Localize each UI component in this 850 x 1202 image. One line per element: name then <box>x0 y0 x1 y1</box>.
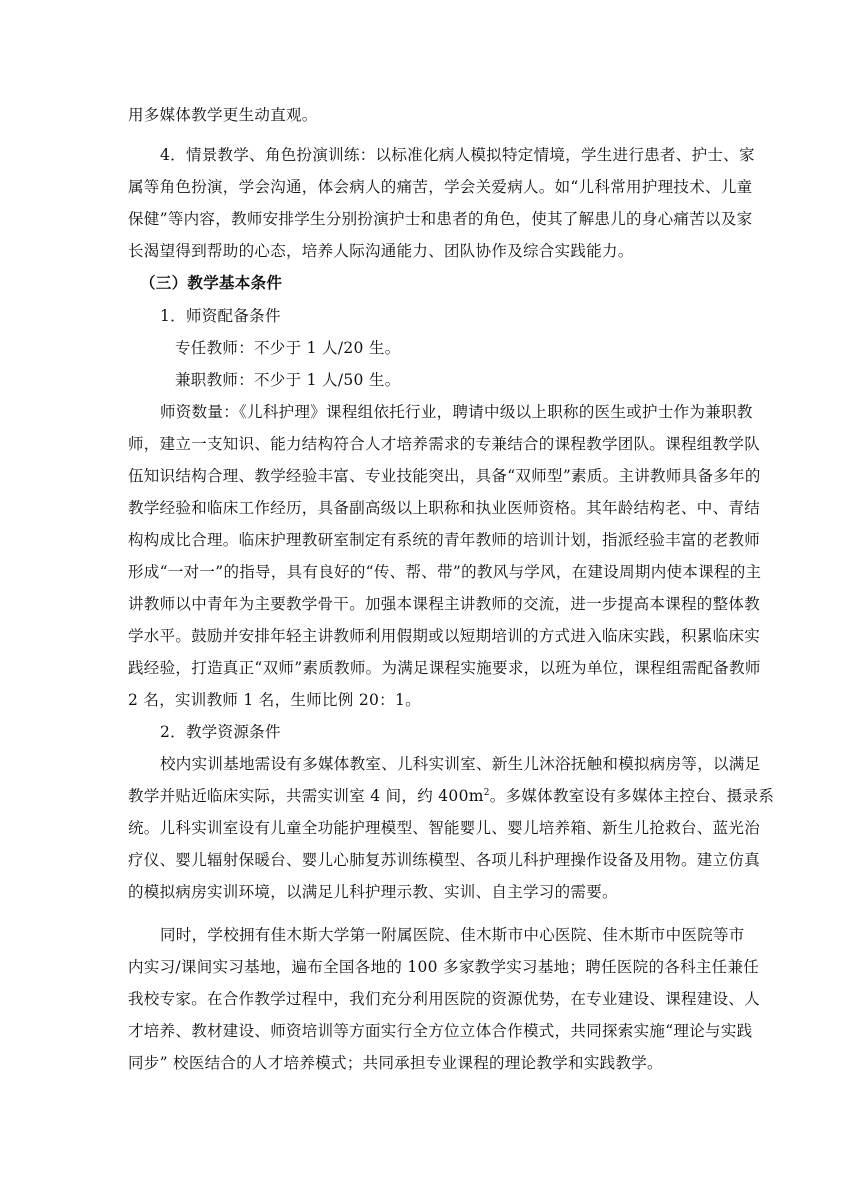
paragraph-line: 专任教师：不少于 1 人/20 生。 <box>175 339 401 357</box>
paragraph-line: 我校专家。在合作教学过程中，我们充分利用医院的资源优势，在专业建设、课程建设、人 <box>128 990 761 1008</box>
paragraph-line: 属等角色扮演，学会沟通，体会病人的痛苦，学会关爱病人。如“儿科常用护理技术、儿童 <box>128 178 753 196</box>
paragraph-line: 讲教师以中青年为主要教学骨干。加强本课程主讲教师的交流，进一步提高本课程的整体教 <box>128 595 761 613</box>
paragraph-line: 兼职教师：不少于 1 人/50 生。 <box>175 371 401 389</box>
paragraph-line: 的模拟病房实训环境，以满足儿科护理示教、实训、自主学习的需要。 <box>128 883 618 901</box>
superscript: 2 <box>483 787 490 798</box>
paragraph-line: 用多媒体教学更生动直观。 <box>128 106 318 124</box>
paragraph-line: 师，建立一支知识、能力结构符合人才培养需求的专兼结合的课程教学团队。课程组教学队 <box>128 435 761 453</box>
paragraph-line: 师资数量：《儿科护理》课程组依托行业，聘请中级以上职称的医生或护士作为兼职教 <box>160 403 753 421</box>
paragraph-line: 4．情景教学、角色扮演训练：以标准化病人模拟特定情境，学生进行患者、护士、家 <box>160 146 755 164</box>
paragraph-line: 学水平。鼓励并安排年轻主讲教师利用假期或以短期培训的方式进入临床实践，积累临床实 <box>128 627 761 645</box>
paragraph-line: 内实习/课间实习基地，遍布全国各地的 100 多家教学实习基地；聘任医院的各科主任兼任 <box>128 958 760 976</box>
paragraph-line: 校内实训基地需设有多媒体教室、儿科实训室、新生儿沐浴抚触和模拟病房等，以满足 <box>160 755 761 773</box>
paragraph-line: 构构成比合理。临床护理教研室制定有系统的青年教师的培训计划，指派经验丰富的老教师 <box>128 531 761 549</box>
paragraph-line: 长渴望得到帮助的心态，培养人际沟通能力、团队协作及综合实践能力。 <box>128 242 634 260</box>
paragraph-line: 同步” 校医结合的人才培养模式；共同承担专业课程的理论教学和实践教学。 <box>128 1054 663 1072</box>
paragraph-line: 疗仪、婴儿辐射保暖台、婴儿心肺复苏训练模型、各项儿科护理操作设备及用物。建立仿真 <box>128 851 761 869</box>
paragraph-line: 2 名，实训教师 1 名，生师比例 20：1。 <box>128 691 421 709</box>
line-text-part: 。多媒体教室设有多媒体主控台、摄录系 <box>489 787 775 805</box>
paragraph-line: 形成“一对一”的指导，具有良好的“传、帮、带”的教风与学风，在建设周期内使本课程的主 <box>128 563 762 581</box>
line-text-part: 教学并贴近临床实际，共需实训室 4 间，约 400m <box>128 787 484 805</box>
paragraph-line: 保健”等内容，教师安排学生分别扮演护士和患者的角色，使其了解患儿的身心痛苦以及家 <box>128 210 753 228</box>
paragraph-line: 教学经验和临床工作经历，具备副高级以上职称和执业医师资格。其年龄结构老、中、青结 <box>128 499 761 517</box>
subsection-heading: 1．师资配备条件 <box>160 307 281 325</box>
paragraph-line: 伍知识结构合理、教学经验丰富、专业技能突出，具备“双师型”素质。主讲教师具备多年的 <box>128 467 761 485</box>
paragraph-line: 才培养、教材建设、师资培训等方面实行全方位立体合作模式，共同探索实施“理论与实践 <box>128 1022 753 1040</box>
paragraph-line: 统。儿科实训室设有儿童全功能护理模型、智能婴儿、婴儿培养箱、新生儿抢救台、蓝光治 <box>128 819 761 837</box>
subsection-heading: 2．教学资源条件 <box>160 723 281 741</box>
paragraph-line: 践经验，打造真正“双师”素质教师。为满足课程实施要求，以班为单位，课程组需配备教师 <box>128 659 761 677</box>
section-heading: （三）教学基本条件 <box>140 274 283 292</box>
paragraph-line: 同时，学校拥有佳木斯大学第一附属医院、佳木斯市中心医院、佳木斯市中医院等市 <box>160 926 745 944</box>
paragraph-line <box>128 786 775 806</box>
